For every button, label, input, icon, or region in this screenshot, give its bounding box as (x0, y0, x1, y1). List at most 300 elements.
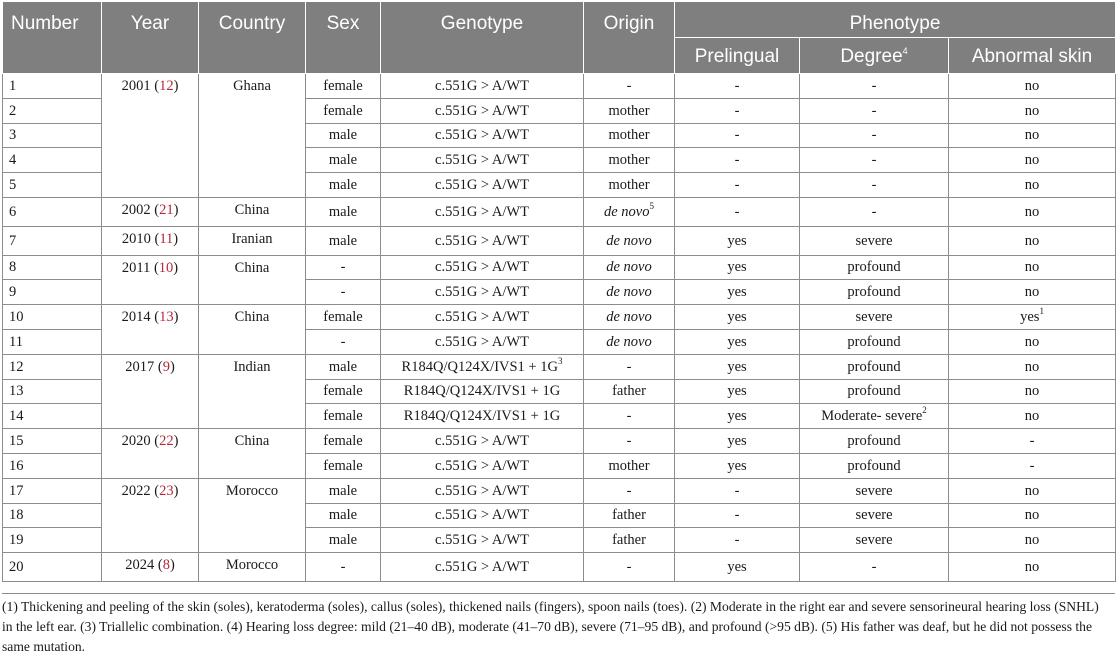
table-row (3, 429, 1116, 454)
cell-degree-text: - (871, 203, 877, 220)
cell-genotype-text: c.551G > A/WT (435, 232, 529, 249)
cell-genotype (381, 404, 584, 429)
header-genotype: Genotype (381, 2, 584, 74)
reference-link[interactable]: 12 (159, 78, 174, 94)
header-country: Country (199, 2, 306, 74)
cell-origin (584, 404, 675, 429)
cell-abnormal-skin (949, 98, 1116, 123)
cell-abnormal-skin-text: no (1024, 232, 1040, 249)
ref-paren-open: ( (150, 78, 160, 94)
reference-link[interactable]: 22 (159, 433, 174, 450)
cell-prelingual-text: yes (727, 284, 747, 301)
cell-degree-text: - (871, 559, 877, 576)
header-number: Number (3, 2, 102, 74)
cell-prelingual-text: - (734, 77, 740, 94)
table-row (3, 74, 1116, 99)
cell-prelingual-text: yes (727, 457, 747, 474)
cell-number-text: 16 (9, 457, 24, 474)
cell-degree (800, 305, 949, 330)
cell-origin-text: father (612, 532, 646, 549)
cell-abnormal-skin (949, 528, 1116, 553)
cell-number-text: 8 (9, 259, 17, 276)
cell-year (102, 197, 199, 226)
cell-sex-text: male (328, 177, 358, 194)
country-text: China (234, 201, 270, 218)
cell-number (3, 329, 102, 354)
cell-number-text: 10 (9, 309, 24, 326)
cell-number (3, 148, 102, 173)
cell-genotype (381, 478, 584, 503)
cell-origin (584, 255, 675, 280)
cell-abnormal-skin-text: no (1024, 284, 1040, 301)
cell-abnormal-skin-text: no (1024, 482, 1040, 499)
ref-paren-open: ( (150, 230, 160, 247)
cell-degree (800, 255, 949, 280)
cell-degree (800, 226, 949, 255)
cell-number-text: 20 (9, 559, 24, 576)
table-bottom-rule (2, 593, 1115, 594)
cell-prelingual-text: yes (727, 259, 747, 276)
cell-prelingual-text: - (734, 203, 740, 220)
cell-abnormal-skin (949, 173, 1116, 198)
cell-abnormal-skin-text: no (1024, 383, 1040, 400)
cell-country (199, 255, 306, 305)
cell-origin-text: father (612, 383, 646, 400)
cell-prelingual (675, 329, 800, 354)
header-degree: Degree$^4$ (800, 38, 949, 74)
cell-sex (306, 528, 381, 553)
cell-genotype-text: c.551G > A/WT (435, 559, 529, 576)
cell-origin (584, 478, 675, 503)
cell-abnormal-skin (949, 226, 1116, 255)
cell-degree (800, 123, 949, 148)
cell-prelingual (675, 197, 800, 226)
cell-prelingual-text: yes (727, 433, 747, 450)
cell-sex-text: female (323, 77, 363, 94)
ref-paren-open: ( (150, 482, 160, 499)
reference-link[interactable]: 10 (158, 259, 174, 276)
cell-sex-text: male (328, 532, 358, 549)
cell-abnormal-skin-text: no (1024, 177, 1040, 194)
cell-degree-text: severe (855, 232, 893, 249)
cell-number (3, 503, 102, 528)
header-prelingual: Prelingual (675, 38, 800, 74)
country-text: Indian (233, 358, 271, 375)
cell-sex-text: - (340, 284, 346, 301)
genotype-footnote: 3 (557, 355, 563, 366)
cell-degree (800, 197, 949, 226)
cell-number-text: 11 (9, 333, 23, 350)
cell-country (199, 197, 306, 226)
ref-paren-close: ) (169, 358, 175, 375)
country-text: Morocco (225, 557, 279, 574)
cell-origin-text: - (626, 433, 632, 450)
cell-number-text: 2 (9, 102, 17, 119)
cell-genotype (381, 123, 584, 148)
cell-abnormal-skin (949, 148, 1116, 173)
cell-degree-text: - (871, 77, 877, 94)
cell-prelingual-text: - (734, 482, 740, 499)
cell-abnormal-skin (949, 553, 1116, 582)
cell-sex (306, 354, 381, 379)
cell-genotype (381, 354, 584, 379)
header-sex: Sex (306, 2, 381, 74)
cell-degree-text: severe (855, 309, 893, 326)
cell-genotype (381, 74, 584, 99)
cell-number-text: 18 (9, 507, 24, 524)
cell-origin (584, 453, 675, 478)
country-text: China (234, 309, 270, 326)
cell-origin (584, 503, 675, 528)
cell-degree-text: - (871, 177, 877, 194)
cell-degree-text: profound (847, 333, 901, 350)
cell-genotype-text: c.551G > A/WT (435, 507, 529, 524)
cell-genotype-text: R184Q/Q124X/IVS1 + 1G (403, 408, 561, 425)
cell-genotype-text: c.551G > A/WT (435, 482, 529, 499)
cell-degree-text: severe (855, 507, 893, 524)
cell-origin (584, 553, 675, 582)
cell-abnormal-skin-text: no (1024, 102, 1040, 119)
cell-prelingual (675, 429, 800, 454)
cell-sex-text: male (328, 507, 358, 524)
ref-paren-open: ( (150, 259, 159, 276)
cell-sex-text: - (340, 333, 346, 350)
cell-sex-text: male (328, 232, 358, 249)
cell-number-text: 9 (9, 284, 17, 301)
table-body (3, 74, 1116, 582)
cell-prelingual (675, 453, 800, 478)
cell-abnormal-skin (949, 354, 1116, 379)
cell-country (199, 478, 306, 552)
cell-genotype-text: c.551G > A/WT (435, 177, 529, 194)
cell-abnormal-skin (949, 503, 1116, 528)
cell-genotype (381, 226, 584, 255)
cell-abnormal-skin-text: no (1024, 127, 1040, 144)
cell-number (3, 404, 102, 429)
cell-sex (306, 226, 381, 255)
cell-genotype-text: R184Q/Q124X/IVS1 + 1G (403, 383, 561, 400)
cell-genotype (381, 429, 584, 454)
year-text: 2017 (125, 358, 155, 375)
cell-sex (306, 503, 381, 528)
cell-genotype-text: c.551G > A/WT (435, 532, 529, 549)
cell-sex (306, 453, 381, 478)
header-phenotype: Phenotype (675, 2, 1116, 38)
cell-degree (800, 354, 949, 379)
cell-genotype-text: c.551G > A/WT (435, 152, 529, 169)
cell-number-text: 6 (9, 203, 17, 220)
cell-year (102, 255, 199, 305)
cell-genotype (381, 329, 584, 354)
table-row (3, 553, 1116, 582)
cell-number (3, 255, 102, 280)
cell-sex (306, 379, 381, 404)
cell-sex (306, 478, 381, 503)
cell-genotype (381, 453, 584, 478)
cell-genotype (381, 98, 584, 123)
cell-country (199, 429, 306, 479)
cell-country (199, 553, 306, 582)
skin-footnote: 1 (1039, 306, 1044, 317)
ref-paren-close: ) (173, 78, 179, 94)
cell-degree-text: profound (847, 383, 901, 400)
cell-abnormal-skin-text: - (1029, 433, 1035, 450)
cell-number (3, 123, 102, 148)
cell-genotype (381, 255, 584, 280)
reference-link[interactable]: 9 (162, 358, 170, 375)
cell-abnormal-skin (949, 74, 1116, 99)
cell-origin (584, 379, 675, 404)
cell-genotype-text: c.551G > A/WT (435, 77, 529, 94)
cell-country (199, 74, 306, 198)
cell-prelingual (675, 379, 800, 404)
cell-abnormal-skin (949, 123, 1116, 148)
cell-sex (306, 173, 381, 198)
cell-degree (800, 429, 949, 454)
reference-link[interactable]: 11 (159, 230, 174, 247)
cell-degree (800, 173, 949, 198)
header-abnormal-skin: Abnormal skin (949, 38, 1116, 74)
cell-origin-text: mother (608, 177, 650, 194)
ref-paren-open: ( (150, 309, 160, 326)
cell-prelingual (675, 173, 800, 198)
cell-prelingual (675, 528, 800, 553)
cell-origin-text: mother (608, 102, 650, 119)
cell-origin-text: de novo (604, 203, 650, 220)
reference-link[interactable]: 21 (159, 201, 174, 218)
cell-degree-text: - (871, 102, 877, 119)
cell-prelingual (675, 98, 800, 123)
year-text: 2011 (121, 259, 151, 276)
cell-degree-text: Moderate- severe (821, 408, 923, 425)
cell-degree-text: profound (847, 358, 901, 375)
cell-sex (306, 98, 381, 123)
cell-number-text: 5 (9, 177, 17, 194)
cell-abnormal-skin (949, 404, 1116, 429)
cell-genotype (381, 148, 584, 173)
cell-year (102, 553, 199, 582)
cell-origin (584, 354, 675, 379)
degree-footnote: 2 (922, 405, 927, 416)
cell-number (3, 98, 102, 123)
cell-origin (584, 329, 675, 354)
cell-prelingual (675, 553, 800, 582)
cell-year (102, 74, 199, 198)
cell-origin-text: - (626, 77, 632, 94)
cell-origin (584, 173, 675, 198)
cell-genotype-text: c.551G > A/WT (435, 203, 529, 220)
cell-prelingual-text: - (734, 102, 740, 119)
cell-sex-text: female (323, 433, 363, 450)
cell-genotype (381, 173, 584, 198)
cell-sex (306, 329, 381, 354)
cell-abnormal-skin (949, 255, 1116, 280)
cell-prelingual (675, 226, 800, 255)
year-text: 2022 (121, 482, 151, 499)
cell-sex-text: male (328, 482, 358, 499)
cell-origin-text: - (626, 358, 632, 375)
ref-paren-close: ) (173, 482, 179, 499)
cell-abnormal-skin-text: yes (1020, 309, 1040, 326)
cell-year (102, 354, 199, 428)
header-year: Year (102, 2, 199, 74)
cell-number (3, 379, 102, 404)
cell-number (3, 74, 102, 99)
cell-degree-text: profound (847, 457, 901, 474)
cell-degree (800, 379, 949, 404)
cell-number-text: 13 (9, 383, 24, 400)
cell-prelingual-text: - (734, 152, 740, 169)
cell-degree (800, 98, 949, 123)
cell-origin-text: mother (608, 127, 650, 144)
cell-year (102, 478, 199, 552)
cell-origin (584, 226, 675, 255)
cell-sex (306, 148, 381, 173)
cell-prelingual-text: yes (727, 309, 747, 326)
ref-paren-open: ( (154, 557, 163, 574)
reference-link[interactable]: 13 (159, 309, 174, 326)
cell-number (3, 280, 102, 305)
cell-origin-text: - (626, 482, 632, 499)
header-origin: Origin (584, 2, 675, 74)
cell-degree (800, 404, 949, 429)
cell-prelingual-text: yes (727, 408, 747, 425)
ref-paren-close: ) (173, 259, 179, 276)
cell-genotype-text: c.551G > A/WT (435, 127, 529, 144)
cell-degree-text: profound (847, 284, 901, 301)
cell-country (199, 305, 306, 355)
country-text: China (234, 259, 270, 276)
cell-origin (584, 98, 675, 123)
cell-genotype (381, 197, 584, 226)
ref-paren-open: ( (154, 358, 163, 375)
cell-origin-text: de novo (606, 333, 652, 350)
cell-origin (584, 305, 675, 330)
cell-number-text: 1 (9, 77, 17, 94)
cell-abnormal-skin (949, 429, 1116, 454)
cell-sex (306, 404, 381, 429)
country-text: Ghana (233, 78, 271, 94)
cell-origin-text: de novo (606, 259, 652, 276)
cell-genotype-text: R184Q/Q124X/IVS1 + 1G (401, 358, 558, 375)
ref-paren-open: ( (150, 433, 160, 450)
cell-number (3, 354, 102, 379)
cell-genotype-text: c.551G > A/WT (435, 102, 529, 119)
cell-prelingual-text: yes (727, 232, 747, 249)
cell-sex (306, 280, 381, 305)
cell-prelingual-text: - (734, 177, 740, 194)
cell-origin-text: de novo (606, 232, 652, 249)
cell-origin-text: mother (608, 457, 650, 474)
cell-prelingual-text: - (734, 532, 740, 549)
cell-number (3, 478, 102, 503)
cell-degree (800, 478, 949, 503)
table-row (3, 197, 1116, 226)
cell-genotype (381, 280, 584, 305)
ref-paren-open: ( (150, 201, 160, 218)
cell-country (199, 354, 306, 428)
cell-degree (800, 503, 949, 528)
cell-genotype-text: c.551G > A/WT (435, 284, 529, 301)
cell-genotype-text: c.551G > A/WT (435, 309, 529, 326)
cell-prelingual (675, 280, 800, 305)
cell-genotype-text: c.551G > A/WT (435, 259, 529, 276)
cell-sex (306, 305, 381, 330)
ref-paren-close: ) (173, 309, 179, 326)
cell-abnormal-skin-text: no (1024, 532, 1040, 549)
country-text: Morocco (225, 482, 279, 499)
cell-number-text: 19 (9, 532, 24, 549)
cell-sex-text: male (328, 127, 358, 144)
cell-abnormal-skin (949, 478, 1116, 503)
ref-paren-close: ) (169, 557, 175, 574)
year-text: 2002 (121, 201, 151, 218)
cell-degree-text: severe (855, 532, 893, 549)
table-row (3, 305, 1116, 330)
cell-number-text: 3 (9, 127, 17, 144)
cell-prelingual (675, 404, 800, 429)
cell-number-text: 14 (9, 408, 24, 425)
cell-abnormal-skin (949, 329, 1116, 354)
cell-abnormal-skin (949, 453, 1116, 478)
cell-abnormal-skin-text: no (1024, 203, 1040, 220)
cell-number-text: 7 (9, 232, 17, 249)
header-degree-footnote: 4 (902, 45, 908, 56)
cell-sex-text: female (323, 383, 363, 400)
country-text: China (234, 433, 270, 450)
year-text: 2014 (121, 309, 151, 326)
cell-prelingual (675, 255, 800, 280)
cell-origin-text: mother (608, 152, 650, 169)
cell-prelingual (675, 478, 800, 503)
cell-number (3, 197, 102, 226)
cell-genotype (381, 553, 584, 582)
reference-link[interactable]: 8 (162, 557, 170, 574)
cell-sex (306, 429, 381, 454)
cell-prelingual-text: yes (727, 559, 747, 576)
cell-abnormal-skin-text: no (1024, 507, 1040, 524)
cell-prelingual (675, 354, 800, 379)
cell-number-text: 17 (9, 482, 24, 499)
cell-degree (800, 280, 949, 305)
cell-sex-text: female (323, 102, 363, 119)
cell-abnormal-skin-text: no (1024, 559, 1040, 576)
cell-prelingual-text: yes (727, 333, 747, 350)
origin-footnote: 5 (649, 201, 654, 212)
cell-prelingual-text: - (734, 507, 740, 524)
cell-origin-text: de novo (606, 309, 652, 326)
cell-origin-text: - (626, 559, 632, 576)
cell-abnormal-skin-text: no (1024, 77, 1040, 94)
cell-degree (800, 148, 949, 173)
cell-abnormal-skin-text: - (1029, 457, 1035, 474)
cell-prelingual (675, 148, 800, 173)
cell-genotype (381, 379, 584, 404)
reference-link[interactable]: 23 (159, 482, 174, 499)
cell-sex-text: - (340, 559, 346, 576)
table-row (3, 354, 1116, 379)
cell-prelingual (675, 503, 800, 528)
cell-sex-text: male (328, 152, 358, 169)
year-text: 2024 (125, 557, 155, 574)
cell-sex (306, 553, 381, 582)
cell-sex (306, 74, 381, 99)
cell-number (3, 226, 102, 255)
cell-prelingual-text: yes (727, 383, 747, 400)
year-text: 2020 (121, 433, 151, 450)
cell-degree (800, 528, 949, 553)
cell-number-text: 12 (9, 358, 24, 375)
